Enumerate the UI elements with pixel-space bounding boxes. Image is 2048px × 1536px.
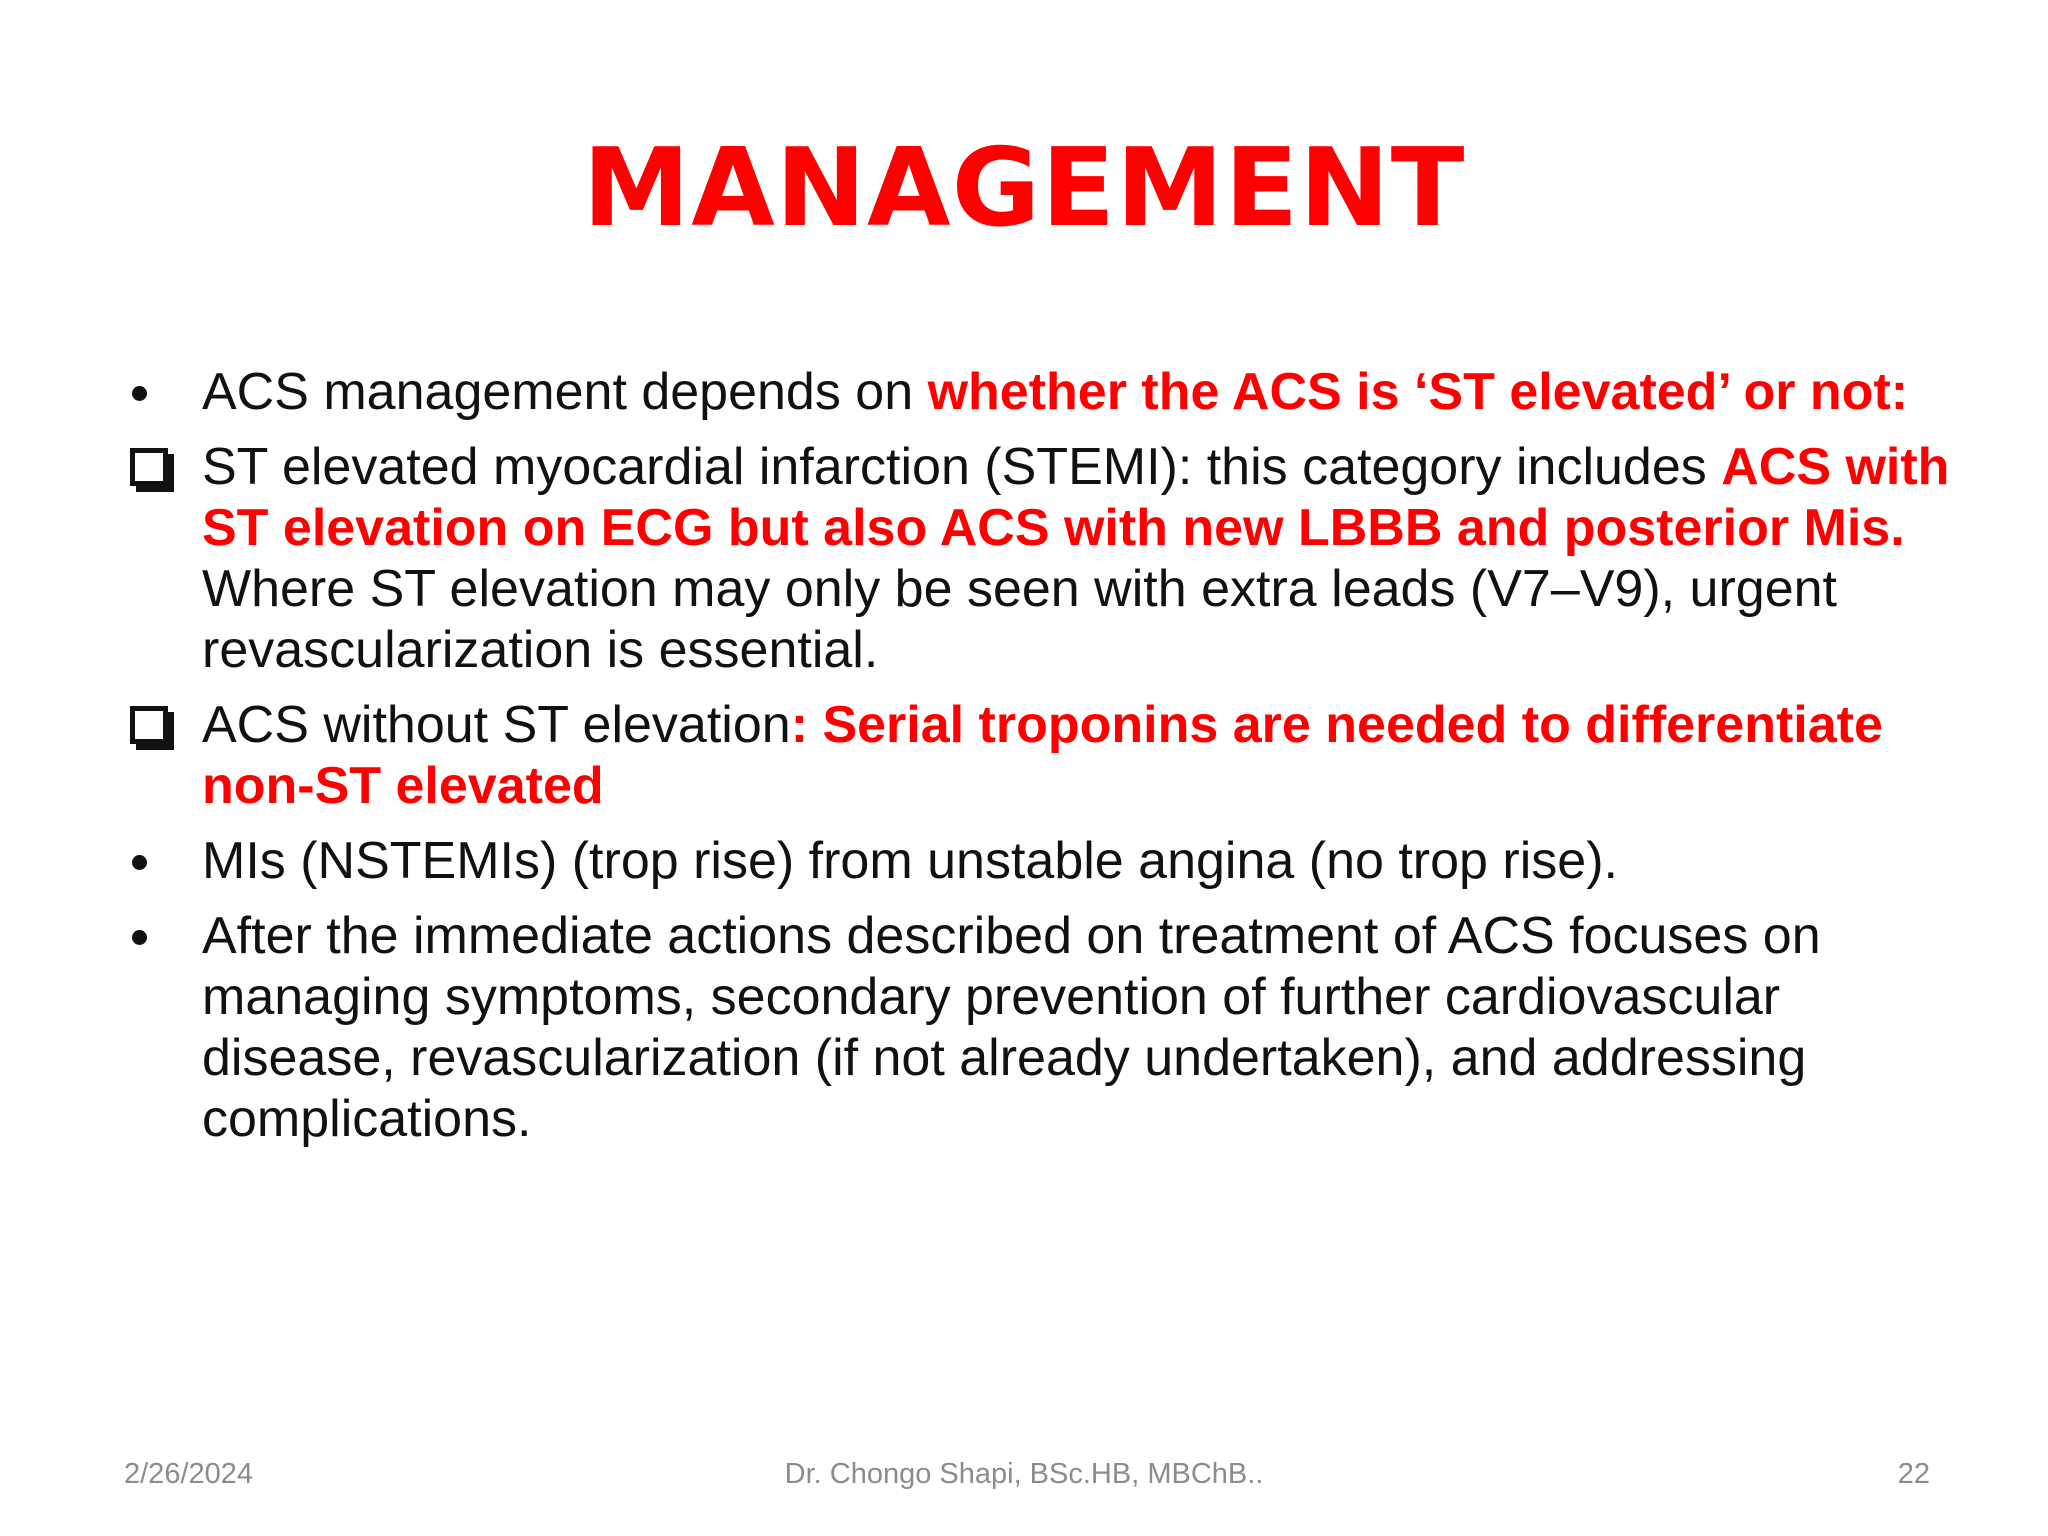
list-item	[120, 437, 1960, 681]
item-text: MIs (NSTEMIs) (trop rise) from unstable angina (no trop rise).	[202, 832, 1618, 890]
item-text: After the immediate actions described on treatment of ACS focuses on managing symptoms, secondary prevention of further cardiovascular disease, revascularization (if not already undertaken), and addressing complications.	[202, 907, 1821, 1148]
bullet-icon	[120, 906, 180, 967]
item-emphasis-text: ACS with ST elevation on ECG but also ACS with new LBBB and posterior Mis.	[202, 438, 1950, 557]
item-text: ST elevated myocardial infarction (STEMI): this category includes	[202, 438, 1722, 496]
bullet-icon	[120, 831, 180, 892]
list-item	[120, 831, 1960, 892]
footer-date: 2/26/2024	[124, 1458, 254, 1490]
list-item	[120, 695, 1960, 817]
bullet-icon	[120, 362, 180, 423]
item-text: ACS without ST elevation	[202, 696, 791, 754]
item-text: ACS management depends on	[202, 363, 928, 421]
checkbox-icon	[120, 695, 180, 756]
footer-page-number: 22	[1897, 1458, 1930, 1490]
slide-title: MANAGEMENT	[582, 126, 1466, 251]
checkbox-icon	[120, 437, 180, 498]
footer-author: Dr. Chongo Shapi, BSc.HB, MBChB..	[784, 1458, 1264, 1490]
item-emphasis-text: whether the ACS is ‘ST elevated’ or not:	[927, 363, 1909, 421]
list-item	[120, 362, 1960, 423]
list-item	[120, 906, 1960, 1150]
item-text: Where ST elevation may only be seen with extra leads (V7–V9), urgent revascularization is essential.	[202, 560, 1838, 679]
item-emphasis-text: : Serial troponins are needed to differentiate non-ST elevated	[202, 696, 1883, 815]
slide-body	[120, 362, 1960, 1164]
